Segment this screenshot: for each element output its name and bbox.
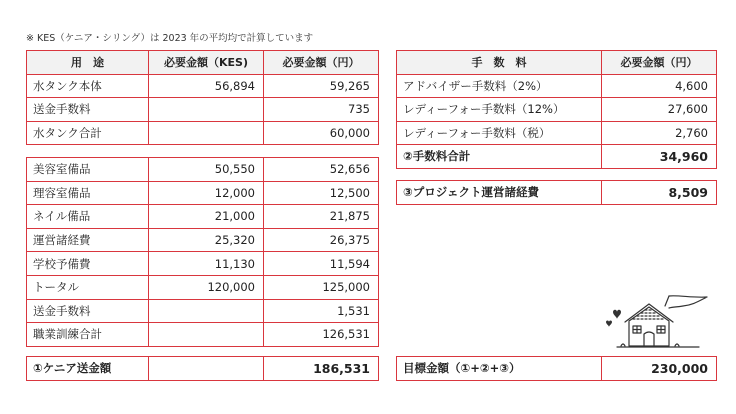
row-yen: 21,875 <box>264 205 379 229</box>
header-yen: 必要金額（円） <box>264 51 379 75</box>
row-label: 水タンク合計 <box>27 121 149 145</box>
row-kes <box>149 98 264 122</box>
row-yen: 11,594 <box>264 252 379 276</box>
fee-total-label: ②手数料合計 <box>397 145 602 169</box>
kenya-remittance-total-table <box>26 356 379 381</box>
row-label: 職業訓練合計 <box>27 323 149 347</box>
project-yen: 8,509 <box>602 181 717 205</box>
table-row <box>27 228 379 252</box>
table-row <box>27 121 379 145</box>
row-label: レディーフォー手数料（12%） <box>397 98 602 122</box>
table-row <box>27 275 379 299</box>
project-label: ③プロジェクト運営諸経費 <box>397 181 602 205</box>
row-yen: 27,600 <box>602 98 717 122</box>
row-yen: 60,000 <box>264 121 379 145</box>
row-yen: 59,265 <box>264 74 379 98</box>
row-yen: 735 <box>264 98 379 122</box>
row-label: 水タンク本体 <box>27 74 149 98</box>
row-kes <box>149 121 264 145</box>
total-row <box>397 145 717 169</box>
row-label: 運営諸経費 <box>27 228 149 252</box>
row-label: 送金手数料 <box>27 299 149 323</box>
goal-yen: 230,000 <box>602 357 717 381</box>
row-label: アドバイザー手数料（2%） <box>397 74 602 98</box>
table-header-row <box>397 51 717 75</box>
total-row <box>397 357 717 381</box>
fees-table <box>396 50 717 169</box>
row-kes: 50,550 <box>149 158 264 182</box>
table-row <box>27 205 379 229</box>
heart-icon <box>606 321 612 328</box>
header-kes: 必要金額（KES) <box>149 51 264 75</box>
school-house-illustration <box>603 292 713 354</box>
total-row <box>397 181 717 205</box>
table-row <box>27 299 379 323</box>
vocational-training-table <box>26 157 379 347</box>
table-row <box>27 74 379 98</box>
row-yen: 125,000 <box>264 275 379 299</box>
target-amount-table <box>396 356 717 381</box>
row-label: 美容室備品 <box>27 158 149 182</box>
table-row <box>397 98 717 122</box>
row-kes: 56,894 <box>149 74 264 98</box>
row-label: 送金手数料 <box>27 98 149 122</box>
table-row <box>27 252 379 276</box>
row-label: 理容室備品 <box>27 181 149 205</box>
total-row <box>27 357 379 381</box>
row-yen: 52,656 <box>264 158 379 182</box>
fee-total-yen: 34,960 <box>602 145 717 169</box>
row-kes <box>149 299 264 323</box>
table-row <box>27 158 379 182</box>
row-label: トータル <box>27 275 149 299</box>
header-yen: 必要金額（円） <box>602 51 717 75</box>
kenya-total-kes <box>149 357 264 381</box>
table-row <box>397 74 717 98</box>
kenya-total-label: ①ケニア送金額 <box>27 357 149 381</box>
row-yen: 1,531 <box>264 299 379 323</box>
row-kes: 120,000 <box>149 275 264 299</box>
row-label: 学校予備費 <box>27 252 149 276</box>
row-kes: 25,320 <box>149 228 264 252</box>
kenya-total-yen: 186,531 <box>264 357 379 381</box>
row-kes: 12,000 <box>149 181 264 205</box>
row-yen: 12,500 <box>264 181 379 205</box>
table-row <box>397 121 717 145</box>
row-yen: 126,531 <box>264 323 379 347</box>
row-yen: 4,600 <box>602 74 717 98</box>
header-fees: 手 数 料 <box>397 51 602 75</box>
row-yen: 2,760 <box>602 121 717 145</box>
row-kes <box>149 323 264 347</box>
row-label: ネイル備品 <box>27 205 149 229</box>
row-kes: 21,000 <box>149 205 264 229</box>
table-header-row <box>27 51 379 75</box>
exchange-rate-note: ※ KES（ケニア・シリング）は 2023 年の平均均で計算しています <box>26 33 314 44</box>
row-yen: 26,375 <box>264 228 379 252</box>
table-row <box>27 181 379 205</box>
row-kes: 11,130 <box>149 252 264 276</box>
water-tank-table <box>26 50 379 145</box>
row-label: レディーフォー手数料（税） <box>397 121 602 145</box>
table-row <box>27 98 379 122</box>
heart-icon <box>613 310 621 319</box>
project-expense-table <box>396 180 717 205</box>
goal-label: 目標金額（①+②+③） <box>397 357 602 381</box>
header-usage: 用 途 <box>27 51 149 75</box>
table-row <box>27 323 379 347</box>
